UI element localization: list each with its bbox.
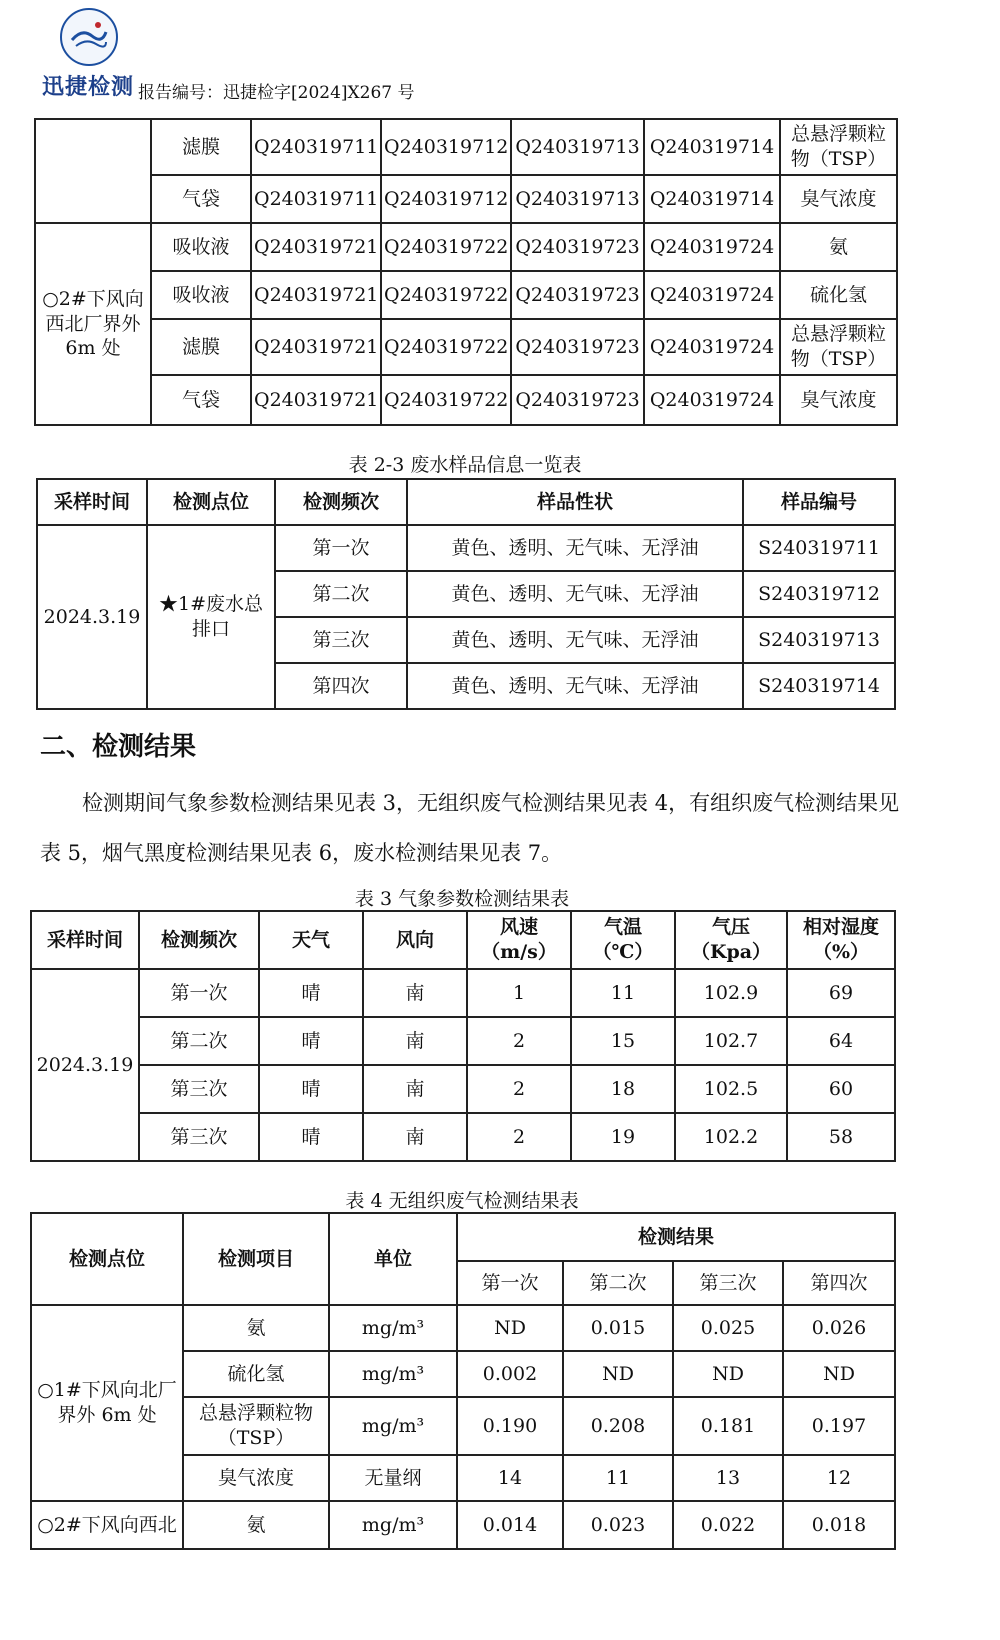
temp-cell: 11 <box>571 969 675 1017</box>
column-header <box>571 911 675 969</box>
column-header: 检测点位 <box>147 479 275 525</box>
point-cell: ○2#下风向西北厂界外6m 处 <box>35 223 151 425</box>
sample-id-cell: Q240319714 <box>644 175 780 223</box>
result-cell: 0.181 <box>673 1397 783 1455</box>
table-row <box>35 119 897 175</box>
table-row <box>31 1065 895 1113</box>
column-header: 检测结果 <box>457 1213 895 1261</box>
table-row <box>35 375 897 425</box>
company-logo <box>42 8 152 100</box>
pressure-cell: 102.7 <box>675 1017 787 1065</box>
header-unit: （Kpa） <box>690 941 772 963</box>
id-cell: S240319713 <box>743 617 895 663</box>
id-cell: S240319711 <box>743 525 895 571</box>
table-row <box>35 271 897 319</box>
column-header: 样品编号 <box>743 479 895 525</box>
result-cell: 0.026 <box>783 1305 895 1351</box>
id-cell: S240319712 <box>743 571 895 617</box>
sample-id-cell: Q240319721 <box>251 271 381 319</box>
fugitive-gas-table <box>30 1212 896 1550</box>
freq-cell: 第四次 <box>275 663 407 709</box>
column-header: 第一次 <box>457 1261 563 1305</box>
unit-cell: mg/m³ <box>329 1501 457 1549</box>
sample-id-cell: Q240319722 <box>381 319 511 375</box>
result-cell: ND <box>563 1351 673 1397</box>
medium-cell: 滤膜 <box>151 119 251 175</box>
result-cell: 0.022 <box>673 1501 783 1549</box>
header-unit: （℃） <box>592 941 654 963</box>
table-header-row <box>31 1213 895 1261</box>
pressure-cell: 102.2 <box>675 1113 787 1161</box>
sample-id-cell: Q240319721 <box>251 375 381 425</box>
result-cell: 0.018 <box>783 1501 895 1549</box>
result-cell: ND <box>457 1305 563 1351</box>
item-cell: 总悬浮颗粒物（TSP） <box>780 119 897 175</box>
weather-cell: 晴 <box>259 969 363 1017</box>
item-cell: 总悬浮颗粒物（TSP） <box>780 319 897 375</box>
section-title: 二、检测结果 <box>40 732 197 762</box>
point-cell: ○2#下风向西北 <box>31 1501 183 1549</box>
header-line: 气压 <box>711 916 750 939</box>
unit-cell: 无量纲 <box>329 1455 457 1501</box>
sample-id-cell: Q240319723 <box>511 223 644 271</box>
weather-cell: 晴 <box>259 1017 363 1065</box>
table-row <box>31 1113 895 1161</box>
id-cell: S240319714 <box>743 663 895 709</box>
freq-cell: 第二次 <box>139 1017 259 1065</box>
column-header <box>675 911 787 969</box>
result-cell: ND <box>783 1351 895 1397</box>
table-row <box>31 1305 895 1351</box>
sample-id-cell: Q240319711 <box>251 175 381 223</box>
item-cell: 总悬浮颗粒物（TSP） <box>183 1397 329 1455</box>
column-header: 风向 <box>363 911 467 969</box>
result-cell: 0.014 <box>457 1501 563 1549</box>
table-row <box>35 223 897 271</box>
item-cell: 氨 <box>183 1305 329 1351</box>
date-cell: 2024.3.19 <box>37 525 147 709</box>
result-cell: ND <box>673 1351 783 1397</box>
report-number: 报告编号：迅捷检字[2024]X267 号 <box>138 83 415 103</box>
wind-dir-cell: 南 <box>363 969 467 1017</box>
column-header: 检测频次 <box>275 479 407 525</box>
table-caption: 表 2-3 废水样品信息一览表 <box>348 454 582 476</box>
result-cell: 11 <box>563 1455 673 1501</box>
column-header: 单位 <box>329 1213 457 1305</box>
humidity-cell: 58 <box>787 1113 895 1161</box>
wind-speed-cell: 2 <box>467 1065 571 1113</box>
result-cell: 0.025 <box>673 1305 783 1351</box>
wind-dir-cell: 南 <box>363 1065 467 1113</box>
unit-cell: mg/m³ <box>329 1305 457 1351</box>
freq-cell: 第二次 <box>275 571 407 617</box>
sample-id-cell: Q240319723 <box>511 271 644 319</box>
result-cell: 14 <box>457 1455 563 1501</box>
sample-id-cell: Q240319712 <box>381 119 511 175</box>
desc-cell: 黄色、透明、无气味、无浮油 <box>407 571 743 617</box>
humidity-cell: 69 <box>787 969 895 1017</box>
header-unit: （m/s） <box>481 941 557 963</box>
point-cell <box>35 119 151 223</box>
logo-text: 迅捷检测 <box>42 75 135 100</box>
table-row <box>31 969 895 1017</box>
result-cell: 13 <box>673 1455 783 1501</box>
sample-id-cell: Q240319721 <box>251 223 381 271</box>
wastewater-sample-table <box>36 478 896 710</box>
item-cell: 硫化氢 <box>780 271 897 319</box>
sample-id-cell: Q240319724 <box>644 223 780 271</box>
item-cell: 硫化氢 <box>183 1351 329 1397</box>
sample-id-cell: Q240319711 <box>251 119 381 175</box>
column-header: 第三次 <box>673 1261 783 1305</box>
section-paragraph: 检测期间气象参数检测结果见表 3，无组织废气检测结果见表 4，有组织废气检测结果见表 5，烟气黑度检测结果见表 6，废水检测结果见表 7。 <box>40 791 900 865</box>
result-cell: 0.208 <box>563 1397 673 1455</box>
result-cell: 0.190 <box>457 1397 563 1455</box>
column-header: 检测点位 <box>31 1213 183 1305</box>
sample-id-cell: Q240319721 <box>251 319 381 375</box>
freq-cell: 第一次 <box>275 525 407 571</box>
column-header: 第四次 <box>783 1261 895 1305</box>
table-row <box>31 1501 895 1549</box>
item-cell: 臭气浓度 <box>780 375 897 425</box>
temp-cell: 18 <box>571 1065 675 1113</box>
sample-continuation-table <box>34 118 898 426</box>
sample-id-cell: Q240319722 <box>381 375 511 425</box>
column-header <box>467 911 571 969</box>
table-row <box>35 319 897 375</box>
desc-cell: 黄色、透明、无气味、无浮油 <box>407 525 743 571</box>
temp-cell: 19 <box>571 1113 675 1161</box>
medium-cell: 气袋 <box>151 175 251 223</box>
unit-cell: mg/m³ <box>329 1351 457 1397</box>
sample-id-cell: Q240319712 <box>381 175 511 223</box>
sample-id-cell: Q240319723 <box>511 319 644 375</box>
wind-dir-cell: 南 <box>363 1113 467 1161</box>
medium-cell: 吸收液 <box>151 271 251 319</box>
weather-cell: 晴 <box>259 1065 363 1113</box>
item-cell: 氨 <box>780 223 897 271</box>
column-header: 采样时间 <box>37 479 147 525</box>
freq-cell: 第三次 <box>139 1113 259 1161</box>
freq-cell: 第三次 <box>275 617 407 663</box>
column-header <box>787 911 895 969</box>
wind-speed-cell: 2 <box>467 1113 571 1161</box>
temp-cell: 15 <box>571 1017 675 1065</box>
header-line: 相对湿度 <box>802 916 879 939</box>
sample-id-cell: Q240319722 <box>381 223 511 271</box>
wind-dir-cell: 南 <box>363 1017 467 1065</box>
sample-id-cell: Q240319714 <box>644 119 780 175</box>
table-header-row <box>31 911 895 969</box>
sample-id-cell: Q240319724 <box>644 271 780 319</box>
table-row <box>31 1017 895 1065</box>
medium-cell: 滤膜 <box>151 319 251 375</box>
date-cell: 2024.3.19 <box>31 969 139 1161</box>
table-header-row <box>37 479 895 525</box>
result-cell: 0.023 <box>563 1501 673 1549</box>
unit-cell: mg/m³ <box>329 1397 457 1455</box>
header-line: 气温 <box>603 916 642 939</box>
column-header: 第二次 <box>563 1261 673 1305</box>
sample-id-cell: Q240319713 <box>511 175 644 223</box>
column-header: 天气 <box>259 911 363 969</box>
wind-speed-cell: 2 <box>467 1017 571 1065</box>
sample-id-cell: Q240319723 <box>511 375 644 425</box>
item-cell: 臭气浓度 <box>780 175 897 223</box>
sample-id-cell: Q240319724 <box>644 319 780 375</box>
desc-cell: 黄色、透明、无气味、无浮油 <box>407 663 743 709</box>
humidity-cell: 60 <box>787 1065 895 1113</box>
header-unit: （%） <box>812 941 870 963</box>
result-cell: 0.015 <box>563 1305 673 1351</box>
table-row <box>35 175 897 223</box>
table-caption: 表 4 无组织废气检测结果表 <box>345 1190 579 1212</box>
weather-cell: 晴 <box>259 1113 363 1161</box>
weather-table <box>30 910 896 1162</box>
item-cell: 臭气浓度 <box>183 1455 329 1501</box>
result-cell: 0.002 <box>457 1351 563 1397</box>
table-row <box>37 525 895 571</box>
humidity-cell: 64 <box>787 1017 895 1065</box>
desc-cell: 黄色、透明、无气味、无浮油 <box>407 617 743 663</box>
freq-cell: 第三次 <box>139 1065 259 1113</box>
column-header: 检测项目 <box>183 1213 329 1305</box>
result-cell: 0.197 <box>783 1397 895 1455</box>
sample-id-cell: Q240319724 <box>644 375 780 425</box>
logo-emblem-icon <box>60 8 118 66</box>
result-cell: 12 <box>783 1455 895 1501</box>
sample-id-cell: Q240319722 <box>381 271 511 319</box>
pressure-cell: 102.5 <box>675 1065 787 1113</box>
freq-cell: 第一次 <box>139 969 259 1017</box>
header-line: 风速 <box>499 916 538 939</box>
wind-speed-cell: 1 <box>467 969 571 1017</box>
pressure-cell: 102.9 <box>675 969 787 1017</box>
medium-cell: 吸收液 <box>151 223 251 271</box>
medium-cell: 气袋 <box>151 375 251 425</box>
column-header: 样品性状 <box>407 479 743 525</box>
item-cell: 氨 <box>183 1501 329 1549</box>
sample-id-cell: Q240319713 <box>511 119 644 175</box>
table-caption: 表 3 气象参数检测结果表 <box>354 888 570 910</box>
column-header: 检测频次 <box>139 911 259 969</box>
point-cell: ★1#废水总排口 <box>147 525 275 709</box>
point-cell: ○1#下风向北厂界外 6m 处 <box>31 1305 183 1501</box>
column-header: 采样时间 <box>31 911 139 969</box>
